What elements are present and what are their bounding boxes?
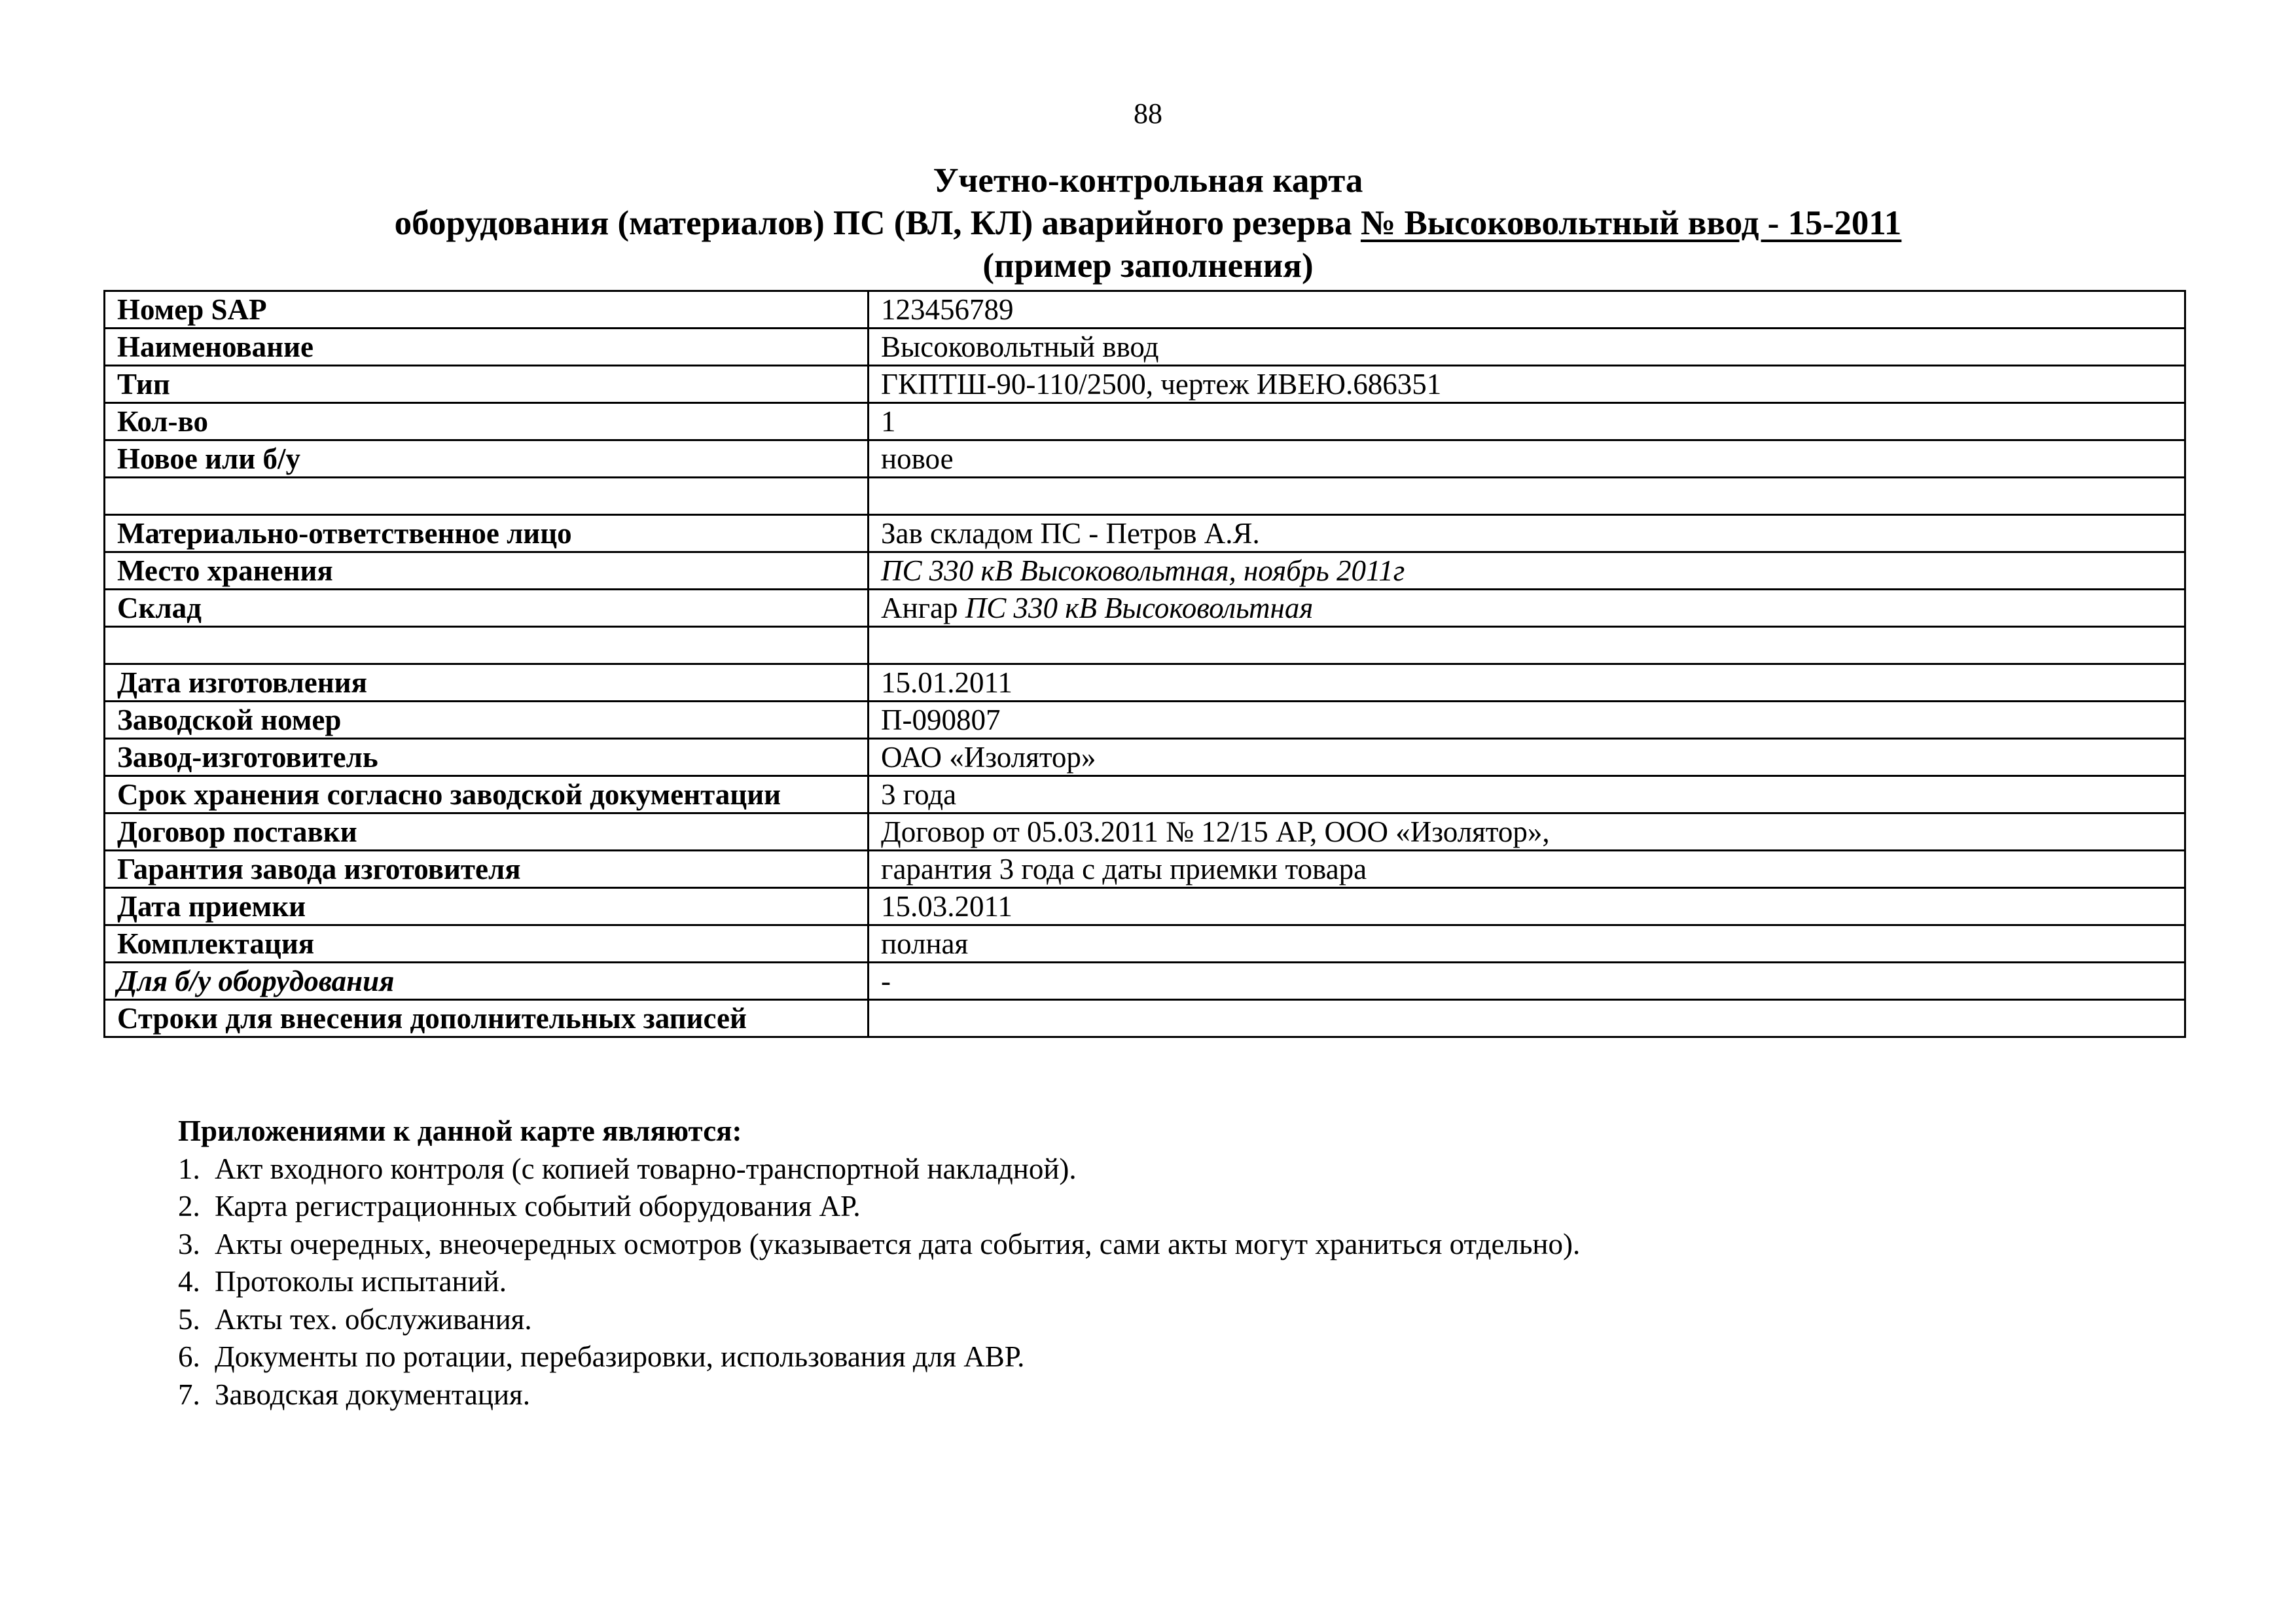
table-row — [105, 590, 2185, 627]
row-label: Дата изготовления — [105, 664, 869, 702]
list-item — [178, 1188, 2142, 1226]
list-item — [178, 1301, 2142, 1339]
table-row — [105, 925, 2185, 963]
table-row — [105, 888, 2185, 925]
row-label: Склад — [105, 590, 869, 627]
row-label: Кол-во — [105, 403, 869, 440]
title-line-2 — [0, 202, 2296, 245]
title-line-2-underlined: № Высоковольтный ввод - 15-2011 — [1360, 204, 1902, 242]
table-row — [105, 813, 2185, 851]
row-label: Тип — [105, 366, 869, 403]
list-item-number: 2. — [178, 1190, 200, 1222]
row-value: П-090807 — [869, 702, 2185, 739]
row-value: 1 — [869, 403, 2185, 440]
row-value: 15.03.2011 — [869, 888, 2185, 925]
list-item-text: Акты тех. обслуживания. — [215, 1302, 532, 1336]
list-item — [178, 1263, 2142, 1301]
equipment-card-table — [103, 290, 2186, 1038]
row-label: Место хранения — [105, 552, 869, 590]
row-label: Номер SAP — [105, 291, 869, 329]
list-item — [178, 1338, 2142, 1376]
table-row — [105, 739, 2185, 776]
list-item-number: 3. — [178, 1227, 200, 1260]
table-row — [105, 403, 2185, 440]
row-value — [869, 1000, 2185, 1037]
attachments-heading: Приложениями к данной карте являются: — [178, 1115, 742, 1147]
row-label: Дата приемки — [105, 888, 869, 925]
list-item-text: Карта регистрационных событий оборудования АР. — [215, 1190, 861, 1222]
list-item — [178, 1376, 2142, 1414]
row-label — [105, 478, 869, 515]
list-item-number: 1. — [178, 1152, 200, 1185]
table-row — [105, 1000, 2185, 1037]
row-value: Высоковольтный ввод — [869, 329, 2185, 366]
list-item-text: Акты очередных, внеочередных осмотров (указывается дата события, сами акты могут храниться отдельно). — [215, 1227, 1581, 1260]
list-item-number: 5. — [178, 1302, 200, 1336]
row-label: Завод-изготовитель — [105, 739, 869, 776]
row-value: 15.01.2011 — [869, 664, 2185, 702]
row-label: Заводской номер — [105, 702, 869, 739]
row-label — [105, 627, 869, 664]
row-value — [869, 590, 2185, 627]
table-row — [105, 552, 2185, 590]
table-row — [105, 440, 2185, 478]
list-item-number: 6. — [178, 1340, 200, 1373]
table-row — [105, 664, 2185, 702]
list-item-number: 4. — [178, 1265, 200, 1298]
row-value: Зав складом ПС - Петров А.Я. — [869, 515, 2185, 552]
title-line-3: (пример заполнения) — [982, 247, 1314, 285]
table-row — [105, 963, 2185, 1000]
row-value: полная — [869, 925, 2185, 963]
row-value: Договор от 05.03.2011 № 12/15 АР, ООО «Изолятор», — [869, 813, 2185, 851]
row-value: ОАО «Изолятор» — [869, 739, 2185, 776]
list-item-number: 7. — [178, 1378, 200, 1411]
row-value — [869, 478, 2185, 515]
table-row — [105, 291, 2185, 329]
row-label: Срок хранения согласно заводской документации — [105, 776, 869, 813]
table-row — [105, 515, 2185, 552]
row-label: Строки для внесения дополнительных записей — [105, 1000, 869, 1037]
row-label: Для б/у оборудования — [105, 963, 869, 1000]
row-value: 123456789 — [869, 291, 2185, 329]
list-item-text: Акт входного контроля (с копией товарно-транспортной накладной). — [215, 1152, 1077, 1185]
row-value: новое — [869, 440, 2185, 478]
row-value-italic: ПС 330 кВ Высоковольтная — [965, 592, 1314, 624]
title-line-1: Учетно-контрольная карта — [933, 162, 1363, 200]
list-item — [178, 1150, 2142, 1188]
row-value: - — [869, 963, 2185, 1000]
row-label: Гарантия завода изготовителя — [105, 851, 869, 888]
row-label: Наименование — [105, 329, 869, 366]
document-title — [0, 160, 2296, 287]
row-value: 3 года — [869, 776, 2185, 813]
table-row — [105, 702, 2185, 739]
list-item-text: Документы по ротации, перебазировки, использования для АВР. — [215, 1340, 1025, 1373]
row-value: гарантия 3 года с даты приемки товара — [869, 851, 2185, 888]
list-item — [178, 1226, 2142, 1264]
list-item-text: Протоколы испытаний. — [215, 1265, 507, 1298]
row-value: ГКПТШ-90-110/2500, чертеж ИВЕЮ.686351 — [869, 366, 2185, 403]
page-number: 88 — [1134, 98, 1162, 130]
title-line-2-prefix: оборудования (материалов) ПС (ВЛ, КЛ) аварийного резерва — [394, 204, 1361, 242]
row-label: Новое или б/у — [105, 440, 869, 478]
table-row-empty — [105, 478, 2185, 515]
attachments-section — [178, 1113, 2142, 1414]
table-row-empty — [105, 627, 2185, 664]
table-row — [105, 329, 2185, 366]
list-item-text: Заводская документация. — [215, 1378, 530, 1411]
row-label: Материально-ответственное лицо — [105, 515, 869, 552]
row-value-prefix: Ангар — [881, 592, 965, 624]
row-label: Комплектация — [105, 925, 869, 963]
table-row — [105, 366, 2185, 403]
row-value: ПС 330 кВ Высоковольтная, ноябрь 2011г — [869, 552, 2185, 590]
row-label: Договор поставки — [105, 813, 869, 851]
table-row — [105, 851, 2185, 888]
attachments-list — [178, 1150, 2142, 1414]
table-row — [105, 776, 2185, 813]
row-value — [869, 627, 2185, 664]
